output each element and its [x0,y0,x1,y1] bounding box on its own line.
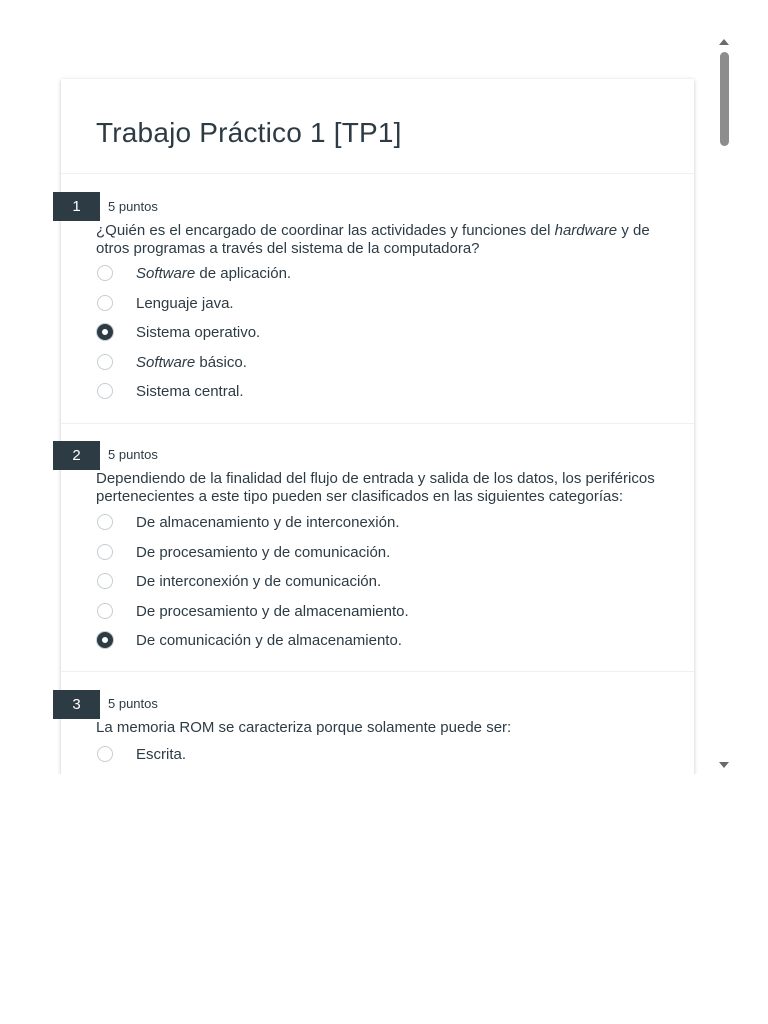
radio-button-selected[interactable] [97,632,113,648]
radio-button[interactable] [97,265,113,281]
answer-option[interactable] [97,351,657,373]
question-text: Dependiendo de la finalidad del flujo de entrada y salida de los datos, los periféricos pertenecientes a este tipo pueden ser clasificados en las siguientes categorías: [96,470,655,505]
quiz-card [61,79,694,774]
answer-label: Escrita. [136,745,187,763]
radio-button-selected[interactable] [97,324,113,340]
answer-label: Software de aplicación. [136,264,292,282]
radio-button[interactable] [97,746,113,762]
question-number-badge: 2 [53,441,100,470]
question-points: 5 puntos [108,199,158,214]
question-divider [61,671,694,672]
page-title: Trabajo Práctico 1 [TP1] [96,117,402,148]
answer-label: Software básico. [136,353,247,371]
answer-option[interactable] [97,600,657,622]
answer-label: De procesamiento y de comunicación. [136,543,391,561]
answer-label: Sistema central. [136,382,244,400]
radio-button[interactable] [97,603,113,619]
answer-option[interactable] [97,570,657,592]
radio-button[interactable] [97,573,113,589]
question-number-badge: 1 [53,192,100,221]
answer-label: Lenguaje java. [136,294,234,312]
question-text: ¿Quién es el encargado de coordinar las actividades y funciones del hardware y de otros programas a través del sistema de la computadora? [96,222,650,257]
answer-option[interactable] [97,321,657,343]
answer-option[interactable] [97,511,657,533]
radio-button[interactable] [97,544,113,560]
vertical-scrollbar[interactable] [716,36,732,774]
question-text-emphasis: hardware [554,222,618,239]
answer-label: De interconexión y de comunicación. [136,572,382,590]
question-text: La memoria ROM se caracteriza porque solamente puede ser: [96,719,512,736]
answer-label: De almacenamiento y de interconexión. [136,513,400,531]
answer-option[interactable] [97,262,657,284]
answer-label: De procesamiento y de almacenamiento. [136,602,409,620]
answer-option[interactable] [97,541,657,563]
triangle-down-icon[interactable] [719,762,729,768]
question-points: 5 puntos [108,447,158,462]
scrollbar-thumb[interactable] [720,52,729,146]
question-points: 5 puntos [108,696,158,711]
radio-button[interactable] [97,354,113,370]
question-number-badge: 3 [53,690,100,719]
answer-option[interactable] [97,629,657,651]
radio-button[interactable] [97,295,113,311]
answer-option[interactable] [97,292,657,314]
question-divider [61,423,694,424]
radio-button[interactable] [97,514,113,530]
answer-label: De comunicación y de almacenamiento. [136,631,402,649]
triangle-up-icon[interactable] [719,39,729,45]
title-divider [61,173,694,174]
answer-option[interactable] [97,743,657,765]
radio-button[interactable] [97,383,113,399]
answer-label: Sistema operativo. [136,323,261,341]
answer-option[interactable] [97,380,657,402]
